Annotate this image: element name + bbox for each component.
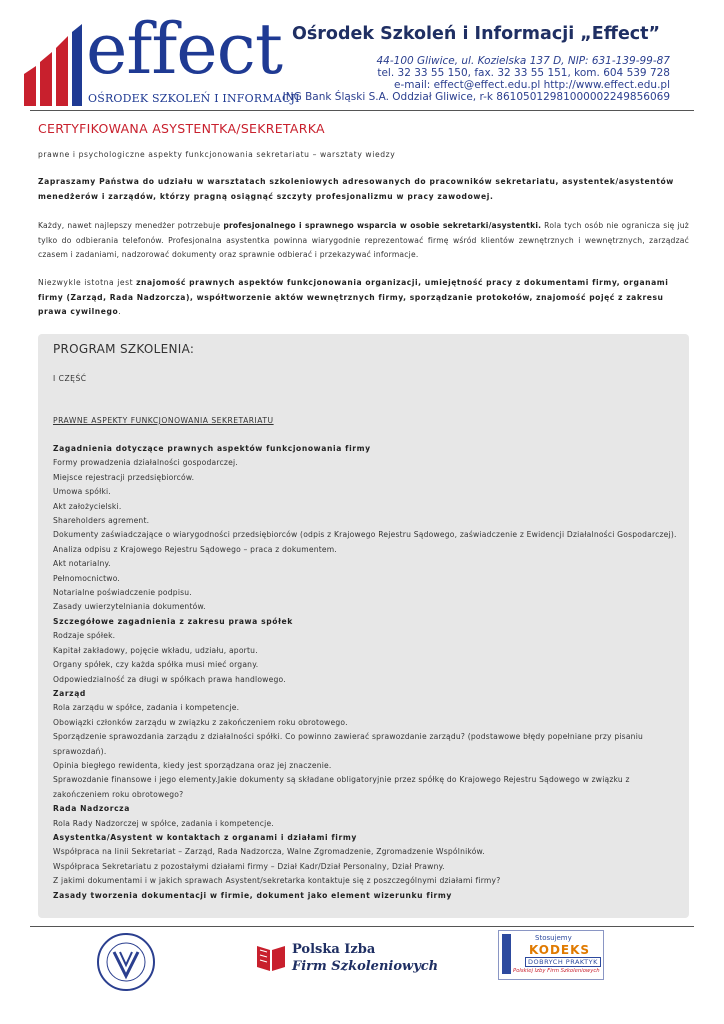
program-topic-item: Z jakimi dokumentami i w jakich sprawach Asystent/sekretarka kontaktuje się z poszczególnymi działami firmy? (53, 876, 501, 886)
page-title: CERTYFIKOWANA ASYSTENTKA/SEKRETARKA (38, 121, 325, 136)
paragraph-legal (38, 276, 689, 320)
program-topic-item: Rola Rady Nadzorczej w spółce, zadania i kompetencje. (53, 818, 274, 828)
kodeks-badge (498, 930, 604, 980)
intro-paragraph (38, 175, 689, 204)
program-topic-item: Zasady uwierzytelniania dokumentów. (53, 602, 206, 612)
program-topic-item: Dokumenty zaświadczające o wiarygodności przedsiębiorców (odpis z Krajowego Rejestru Sądowego, zaświadczenie z Ewidencji Działalności Gospodarczej). (53, 530, 677, 540)
program-topic-item: Kapitał zakładowy, pojęcie wkładu, udziału, aportu. (53, 645, 258, 655)
program-topic-item: Organy spółek, czy każda spółka musi mieć organy. (53, 660, 259, 670)
effect-logo (22, 8, 300, 107)
program-topic-item: Współpraca na linii Sekretariat – Zarząd, Rada Nadzorcza, Walne Zgromadzenie, Zgromadzenie Wspólników. (53, 847, 485, 857)
program-topic-item: Akt notarialny. (53, 559, 111, 569)
program-topic-item: Sporządzenie sprawozdania zarządu z działalności spółki. Co powinno zawierać sprawozdanie zarządu? (podstawowe błędy popełniane przy pisaniu sprawozdań). (53, 732, 644, 756)
address-line: 44-100 Gliwice, ul. Kozielska 137 D, NIP: 631-139-99-87 (376, 55, 670, 67)
kodeks-flag-icon (502, 934, 511, 974)
p2-lead: Każdy, nawet najlepszy menedżer potrzebuje (38, 221, 224, 230)
p2-emphasis: profesjonalnego i sprawnego wsparcia w osobie sekretarki/asystentki. (223, 221, 542, 230)
program-title: PROGRAM SZKOLENIA: (53, 342, 195, 356)
program-topic-list (53, 442, 677, 903)
program-topic-heading: Asystentka/Asystent w kontaktach z organami i działami firmy (53, 832, 357, 842)
program-topic-heading: Szczegółowe zagadnienia z zakresu prawa spółek (53, 616, 293, 626)
program-topic-item: Rola zarządu w spółce, zadania i kompetencje. (53, 703, 240, 713)
pifs-name-line2: Firm Szkoleniowych (292, 959, 439, 974)
program-part: I CZĘŚĆ (53, 374, 87, 383)
pifs-book-icon (254, 940, 288, 974)
logo-tagline: OŚRODEK SZKOLEŃ I INFORMACJI (88, 92, 300, 105)
program-topic-item: Umowa spółki. (53, 487, 111, 497)
footer-divider (30, 926, 694, 927)
p3-emphasis: znajomość prawnych aspektów funkcjonowania organizacji, umiejętność pracy z dokumentami firmy, organami firmy (Zarząd, Rada Nadzorcza), współtworzenie aktów wewnętrznych firmy, sporządzanie protokołów, znajomość pojęć z zakresu prawa cywilnego (38, 278, 669, 316)
subtitle (38, 148, 689, 163)
paragraph-support (38, 219, 689, 263)
header-divider (30, 110, 694, 111)
kodeks-pifs: Polskiej Izby Firm Szkoleniowych (513, 968, 600, 974)
kodeks-dobrych: DOBRYCH PRAKTYK (525, 957, 601, 967)
phone-line: tel. 32 33 55 150, fax. 32 33 55 151, kom. 604 539 728 (377, 67, 670, 79)
program-topic-item: Współpraca Sekretariatu z pozostałymi działami firmy – Dział Kadr/Dział Personalny, Dział Prawny. (53, 861, 445, 871)
seal-icon (96, 932, 156, 992)
program-topic-item: Sprawozdanie finansowe i jego elementy.Jakie dokumenty są składane obligatoryjnie przez spółkę do Krajowego Rejestru Sądowego w związku z zakończeniem roku obrotowego? (53, 775, 630, 799)
program-topic-heading: Rada Nadzorcza (53, 804, 130, 814)
program-topic-item: Analiza odpisu z Krajowego Rejestru Sądowego – praca z dokumentem. (53, 544, 337, 554)
program-topic-heading: Zagadnienia dotyczące prawnych aspektów funkcjonowania firmy (53, 444, 371, 453)
program-topic-item: Miejsce rejestracji przedsiębiorców. (53, 472, 195, 482)
program-topic-item: Obowiązki członków zarządu w związku z zakończeniem roku obrotowego. (53, 717, 348, 727)
logo-wordmark: effect (86, 8, 283, 90)
subtitle-text: prawne i psychologiczne aspekty funkcjonowania sekretariatu – warsztaty wiedzy (38, 150, 396, 159)
kodeks-stosujemy: Stosujemy (535, 934, 572, 942)
p3-end: . (118, 307, 122, 316)
letterhead (0, 0, 724, 115)
program-topic-heading: Zarząd (53, 688, 86, 698)
program-topic-item: Notarialne poświadczenie podpisu. (53, 588, 192, 598)
program-topic-item: Odpowiedzialność za długi w spółkach prawa handlowego. (53, 674, 286, 684)
program-panel (38, 334, 689, 918)
pifs-logo (254, 940, 439, 976)
p3-lead: Niezwykle istotna jest (38, 278, 137, 287)
kodeks-title: KODEKS (529, 943, 591, 957)
program-topic-item: Shareholders agrement. (53, 516, 150, 526)
pifs-name-line1: Polska Izba (292, 942, 376, 957)
program-topic-item: Akt założycielski. (53, 501, 122, 511)
program-topic-item: Formy prowadzenia działalności gospodarczej. (53, 458, 238, 468)
organization-name: Ośrodek Szkoleń i Informacji „Effect” (292, 24, 661, 44)
certification-seal (96, 932, 156, 992)
intro-text: Zapraszamy Państwa do udziału w warsztatach szkoleniowych adresowanych do pracowników sekretariatu, asystentek/asystentów menedżerów i zarządów, którzy pragną osiągnąć szczyty profesjonalizmu w pracy zawodowej. (38, 177, 674, 201)
bank-line: ING Bank Śląski S.A. Oddział Gliwice, r-k 86105012981000002249856069 (282, 91, 670, 103)
program-topic-item: Opinia biegłego rewidenta, kiedy jest sporządzana oraz jej znaczenie. (53, 760, 332, 770)
program-section-heading: PRAWNE ASPEKTY FUNKCJONOWANIA SEKRETARIATU (53, 416, 274, 425)
logo-bars-icon (22, 22, 92, 107)
p2-rest: Rola tych osób nie ogranicza się już tylko do odbierania telefonów. Profesjonalna asystentka powinna wiarygodnie reprezentować firmę wśród klientów zewnętrznych i wewnętrznych, zarządzać czasem i zadaniami, nadzorować dokumenty oraz sprawnie odbierać i przekazywać informacje. (38, 221, 689, 259)
contact-line[interactable]: e-mail: effect@effect.edu.pl http://www.effect.edu.pl (394, 79, 670, 91)
program-topic-item: Pełnomocnictwo. (53, 573, 121, 583)
program-topic-item: Rodzaje spółek. (53, 631, 116, 641)
program-topic-heading: Zasady tworzenia dokumentacji w firmie, dokument jako element wizerunku firmy (53, 890, 452, 900)
